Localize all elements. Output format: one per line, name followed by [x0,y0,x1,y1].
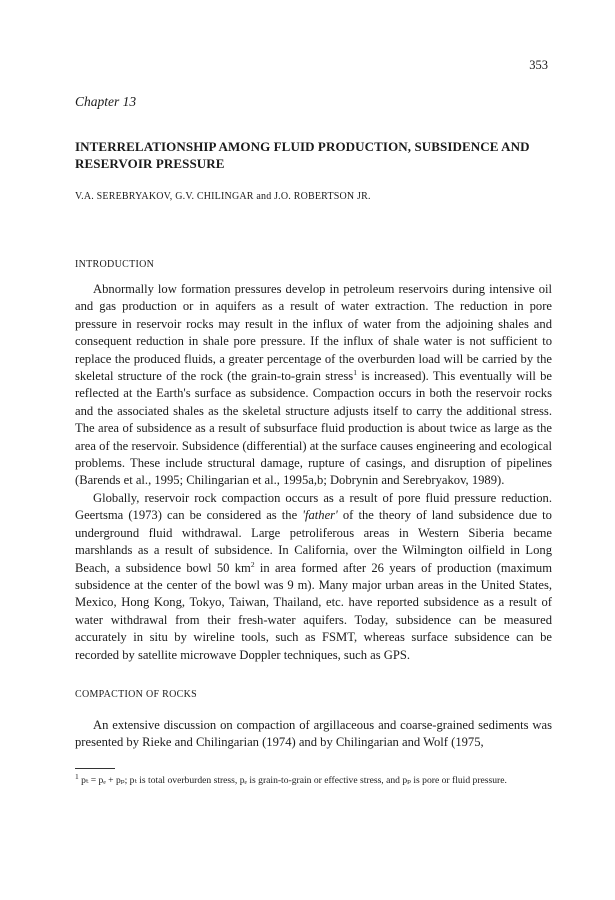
footnote-divider [75,768,115,769]
chapter-title: INTERRELATIONSHIP AMONG FLUID PRODUCTION, SUBSIDENCE AND RESERVOIR PRESSURE [75,139,530,171]
chapter-label: Chapter 13 [75,94,137,109]
p1-text-b: is increased). This eventually will be reflected at the Earth's surface as subsidence. Compaction occurs in both the reservoir rocks and the associated shales as the skeletal structure adjusts itself to carry the additional stress. The area of subsidence as a result of subsurface fluid production is about twice as large as the area of the reservoir. Subsidence (differential) at the surface causes engineering and ecological problems. These include structural damage, rupture of casings, and disruption of pipelines (Barends et al., 1995; Chilingarian et al., 1995a,b; Dobrynin and Serebryakov, 1989). [75,369,552,488]
page-number: 353 [529,58,548,72]
compaction-body [75,717,552,752]
introduction-paragraph-1 [75,281,552,490]
introduction-paragraph-2 [75,490,552,664]
footnote-text: pₜ = pₑ + pₚ; pₜ is total overburden stress, pₑ is grain-to-grain or effective stress, and pₚ is pore or fluid pressure. [81,775,507,786]
p1-text-a: Abnormally low formation pressures develop in petroleum reservoirs during intensive oil and gas production or in aquifers as a result of water extraction. The reduction in pore pressure in reservoir rocks may result in the influx of water from the adjoining shales and consequent reduction in shale pore pressure. If the influx of shale water is not sufficient to replace the produced fluids, a greater percentage of the overburden load will be carried by the skeletal structure of the rock (the grain-to-grain stress [75,282,552,384]
superscript-2: 2 [250,559,255,569]
introduction-body [75,281,552,664]
p2-text-a: Globally, reservoir rock compaction occurs as a result of pore fluid pressure reduction. Geertsma (1973) can be considered as the [75,490,552,523]
footnote-reference: 1 [353,367,357,377]
p2-text-c: in area formed after 26 years of production (maximum subsidence at the center of the bowl was 9 m). Many major urban areas in the United States, Mexico, Hong Kong, Tokyo, Taiwan, Thailand, etc. have reported subsidence as a result of water withdrawal from their fresh-water aquifers. Today, subsidence can be measured accurately in situ by wireline tools, such as FSMT, whereas surface subsidence can be recorded by satellite microwave Doppler techniques, such as GPS. [75,560,553,662]
section-heading-introduction: INTRODUCTION [75,259,155,270]
p2-italic-father: 'father' [302,508,338,523]
section-heading-compaction: COMPACTION OF ROCKS [75,689,198,700]
footnote-marker: 1 [75,771,79,781]
p2-text-b: of the theory of land subsidence due to underground fluid withdrawal. Large petroliferous areas in Western Siberia became marshlands as a result of subsidence. In California, over the Wilmington oilfield in Long Beach, a subsidence bowl 50 km [75,508,552,575]
footnote [75,771,552,788]
author-list: V.A. SEREBRYAKOV, G.V. CHILINGAR and J.O. ROBERTSON JR. [75,191,371,202]
compaction-paragraph-1: An extensive discussion on compaction of argillaceous and coarse-grained sediments was presented by Rieke and Chilingarian (1974) and by Chilingarian and Wolf (1975, [75,718,552,750]
